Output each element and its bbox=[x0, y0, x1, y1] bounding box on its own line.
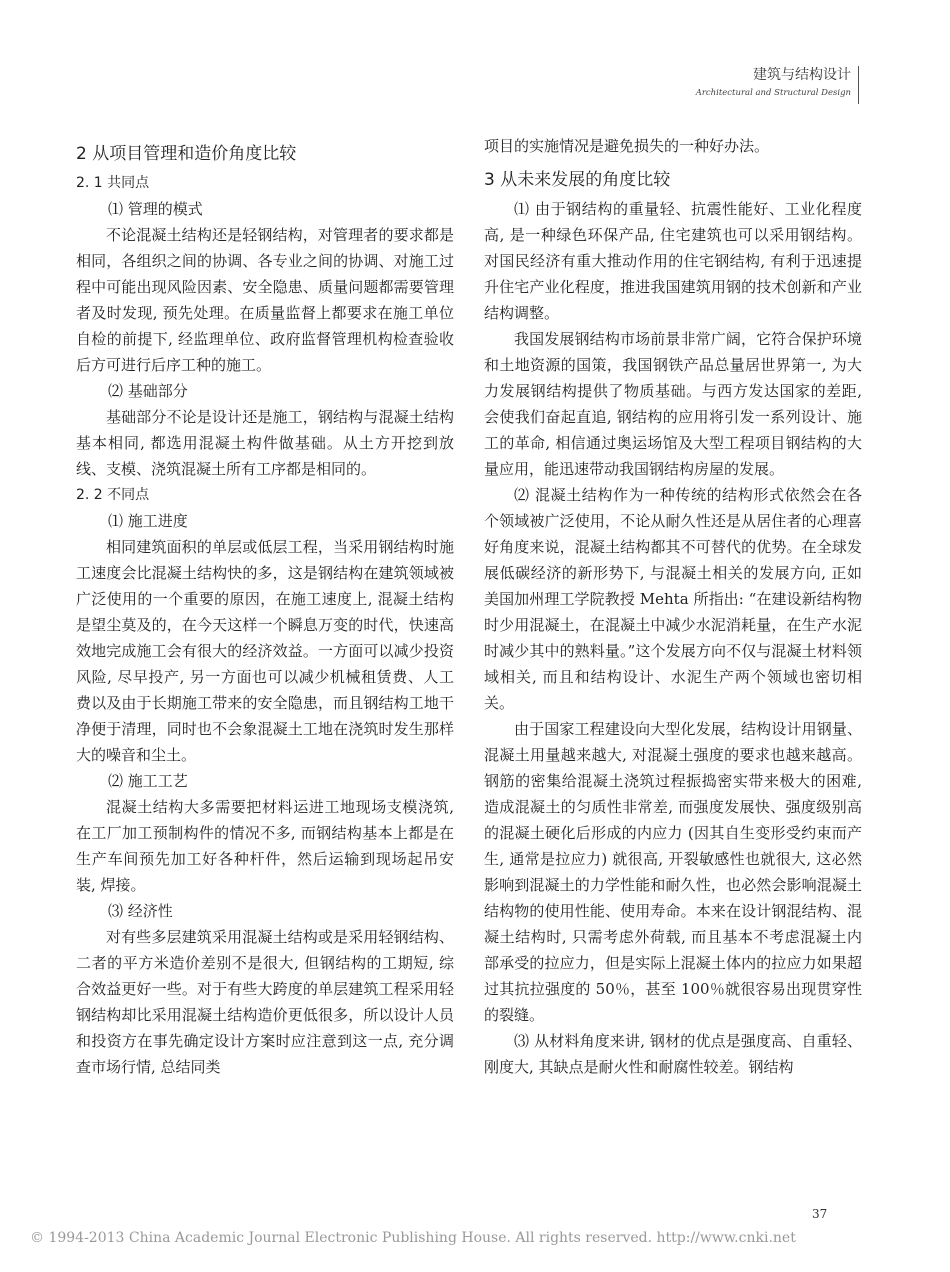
paragraph-continuation: 项目的实施情况是避免损失的一种好办法。 bbox=[484, 137, 770, 155]
header-divider bbox=[858, 66, 859, 104]
section-3-heading: 3 从未来发展的角度比较 bbox=[484, 170, 671, 190]
item-construction-process: ⑵ 施工工艺 bbox=[108, 772, 188, 790]
item-management-mode: ⑴ 管理的模式 bbox=[108, 200, 203, 218]
journal-title: 建筑与结构设计 bbox=[753, 67, 851, 83]
journal-title-english: Architectural and Structural Design bbox=[695, 88, 851, 98]
section-2-heading: 2 从项目管理和造价角度比较 bbox=[76, 144, 297, 164]
item-construction-progress: ⑴ 施工进度 bbox=[108, 512, 188, 530]
paragraph-material-angle: ⑶ 从材料角度来讲, 钢材的优点是强度高、自重轻、刚度大, 其缺点是耐火性和耐腐性较差。钢结构 bbox=[484, 1032, 862, 1076]
page-number: 37 bbox=[812, 1207, 828, 1221]
paragraph-construction-process: 混凝土结构大多需要把材料运进工地现场支模浇筑, 在工厂加工预制构件的情况不多, 而钢结构基本上都是在生产车间预先加工好各种杆件，然后运输到现场起吊安装, 焊接。 bbox=[76, 798, 454, 894]
paragraph-steel-advantages: ⑴ 由于钢结构的重量轻、抗震性能好、工业化程度高, 是一种绿色环保产品, 住宅建筑也可以采用钢结构。对国民经济有重大推动作用的住宅钢结构, 有利于迅速提升住宅产业化程度，推进我国建筑用钢的技术创新和产业结构调整。 bbox=[484, 200, 862, 322]
subsection-2-2-heading: 2. 2 不同点 bbox=[76, 487, 150, 503]
left-column bbox=[76, 133, 454, 1080]
paragraph-foundation: 基础部分不论是设计还是施工，钢结构与混凝土结构基本相同, 都选用混凝土构件做基础。从土方开挖到放线、支模、浇筑混凝土所有工序都是相同的。 bbox=[76, 408, 454, 478]
subsection-2-1-heading: 2. 1 共同点 bbox=[76, 175, 150, 191]
copyright-footer: © 1994-2013 China Academic Journal Electronic Publishing House. All rights reserved. http://www.cnki.net bbox=[30, 1230, 796, 1246]
running-header bbox=[696, 66, 857, 99]
item-economy: ⑶ 经济性 bbox=[108, 902, 173, 920]
right-column bbox=[484, 133, 862, 1080]
paragraph-concrete-strength: 由于国家工程建设向大型化发展，结构设计用钢量、混凝土用量越来越大, 对混凝土强度的要求也越来越高。钢筋的密集给混凝土浇筑过程振捣密实带来极大的困难, 造成混凝土的匀质性非常差, 而强度发展快、强度级别高的混凝土硬化后形成的内应力 (因其自生变形受约束而产生, 通常是拉应力) 就很高, 开裂敏感性也就很大, 这必然影响到混凝土的力学性能和耐久性，也必然会影响混凝土结构物的使用性能、使用寿命。本来在设计钢混结构、混凝土结构时, 只需考虑外荷载, 而且基本不考虑混凝土内部承受的拉应力，但是实际上混凝土体内的拉应力如果超过其抗拉强度的 50％，甚至 100％就很容易出现贯穿性的裂缝。 bbox=[484, 720, 862, 1024]
paragraph-concrete-future: ⑵ 混凝土结构作为一种传统的结构形式依然会在各个领域被广泛使用，不论从耐久性还是从居住者的心理喜好角度来说，混凝土结构都其不可替代的优势。在全球发展低碳经济的新形势下, 与混凝土相关的发展方向, 正如美国加州理工学院教授 Mehta 所指出: “在建设新结构物时少用混凝土，在混凝土中减少水泥消耗量，在生产水泥时减少其中的熟料量。”这个发展方向不仅与混凝土材料领域相关, 而且和结构设计、水泥生产两个领域也密切相关。 bbox=[484, 486, 862, 712]
paragraph-economy: 对有些多层建筑采用混凝土结构或是采用轻钢结构、二者的平方米造价差别不是很大, 但钢结构的工期短, 综合效益更好一些。对于有些大跨度的单层建筑工程采用轻钢结构却比采用混凝土结构造价更低很多，所以设计人员和投资方在事先确定设计方案时应注意到这一点, 充分调查市场行情, 总结同类 bbox=[76, 928, 454, 1076]
paragraph-construction-progress: 相同建筑面积的单层或低层工程，当采用钢结构时施工速度会比混凝土结构快的多，这是钢结构在建筑领域被广泛使用的一个重要的原因，在施工速度上, 混凝土结构是望尘莫及的，在今天这样一个瞬息万变的时代，快速高效地完成施工会有很大的经济效益。一方面可以减少投资风险, 尽早投产, 另一方面也可以减少机械租赁费、人工费以及由于长期施工带来的安全隐患，而且钢结构工地干净便于清理，同时也不会象混凝土工地在浇筑时发生那样大的噪音和尘土。 bbox=[76, 538, 454, 764]
item-foundation: ⑵ 基础部分 bbox=[108, 382, 188, 400]
paragraph-market-prospect: 我国发展钢结构市场前景非常广阔，它符合保护环境和土地资源的国策，我国钢铁产品总量居世界第一, 为大力发展钢结构提供了物质基础。与西方发达国家的差距, 会使我们奋起直追, 钢结构的应用将引发一系列设计、施工的革命, 相信通过奥运场馆及大型工程项目钢结构的大量应用，能迅速带动我国钢结构房屋的发展。 bbox=[484, 330, 862, 478]
paragraph-management: 不论混凝土结构还是轻钢结构，对管理者的要求都是相同，各组织之间的协调、各专业之间的协调、对施工过程中可能出现风险因素、安全隐患、质量问题都需要管理者及时发现, 预先处理。在质量监督上都要求在施工单位自检的前提下, 经监理单位、政府监督管理机构检查验收后方可进行后序工种的施工。 bbox=[76, 226, 454, 374]
